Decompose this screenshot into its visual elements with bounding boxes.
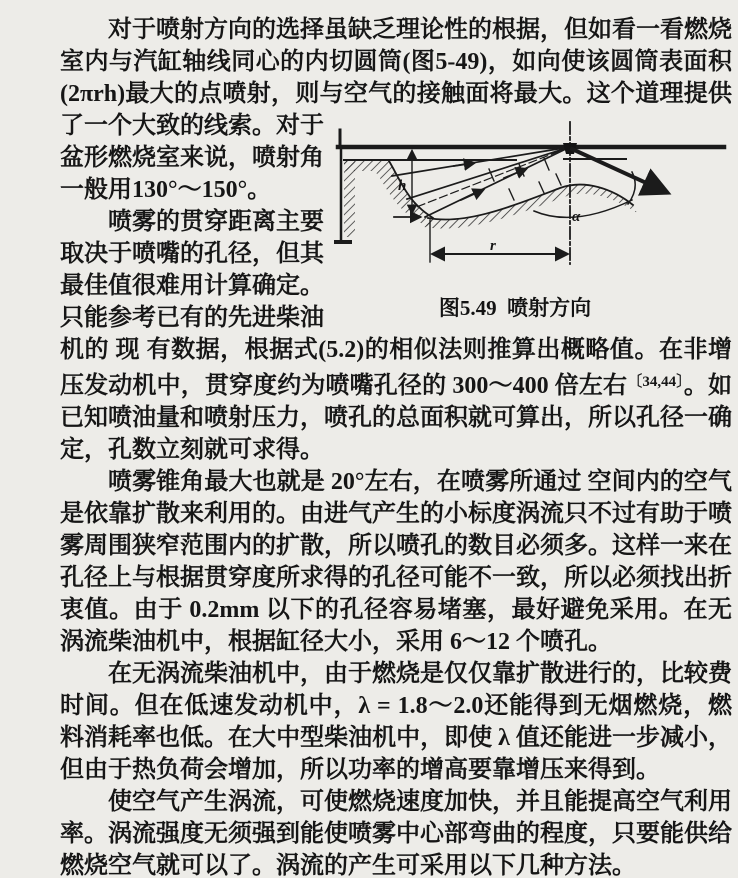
paragraph-4: 在无涡流柴油机中，由于燃烧是仅仅靠扩散进行的，比较费时间。但在低速发动机中，λ = 1.8～2.0还能得到无烟燃烧，燃料消耗率也低。在大中型柴油机中，即使 λ 值还能进一步减小，但由于热负荷会增加，所以功率的增高要靠增压来得到。	[60, 661, 732, 783]
injection-direction-figure	[324, 110, 732, 330]
spray-angle-label: α	[572, 209, 581, 225]
paragraph-1-text-beside-figure: 了一个大致的线索。对于盆形燃烧室来说，喷射角一般用130°～150°。	[60, 113, 324, 203]
citation-reference: 〔34,44〕	[627, 374, 684, 390]
height-dimension-label: h	[398, 178, 407, 194]
figure-caption: 图5.49 喷射方向	[438, 296, 592, 320]
radius-dimension-label: r	[490, 238, 496, 254]
paragraph-2-text-a: 喷雾的贯穿距离主要取决于喷嘴的孔径，但其最佳值很难用计算确定。只能参考已有的先进柴油机的 现 有数据，根据式(5.2)的相似法则推算出概略值。在非增压发动机中，贯穿度约为喷嘴孔径的 300～400 倍左右	[60, 209, 732, 399]
paragraph-1-text-before-figure: 对于喷射方向的选择虽缺乏理论性的根据，但如看一看燃烧室内与汽缸轴线同心的内切圆筒(图5-49)，如向使该圆筒表面积(2πrh)最大的点喷射，则与空气的接触面将最大。这个道理提供	[60, 17, 732, 107]
paragraph-3: 喷雾锥角最大也就是 20°左右，在喷雾所通过 空间内的空气是依靠扩散来利用的。由进气产生的小标度涡流只不过有助于喷雾周围狭窄范围内的扩散，所以喷孔的数目必须多。这样一来在孔径上与根据贯穿度所求得的孔径可能不一致，所以必须找出折衷值。由于 0.2mm 以下的孔径容易堵塞，最好避免采用。在无涡流柴油机中，根据缸径大小，采用 6～12 个喷孔。	[60, 469, 732, 655]
paragraph-2-text-b: 。如已知喷油量和喷射压力，喷孔的总面积就可算出，所以孔径一确定，孔数立刻就可求得。	[60, 373, 732, 463]
paragraph-5: 使空气产生涡流，可使燃烧速度加快，并且能提高空气利用率。涡流强度无须强到能使喷雾中心部弯曲的程度，只要能供给燃烧空气就可以了。涡流的产生可采用以下几种方法。	[60, 789, 732, 878]
injection-direction-diagram	[334, 114, 730, 284]
